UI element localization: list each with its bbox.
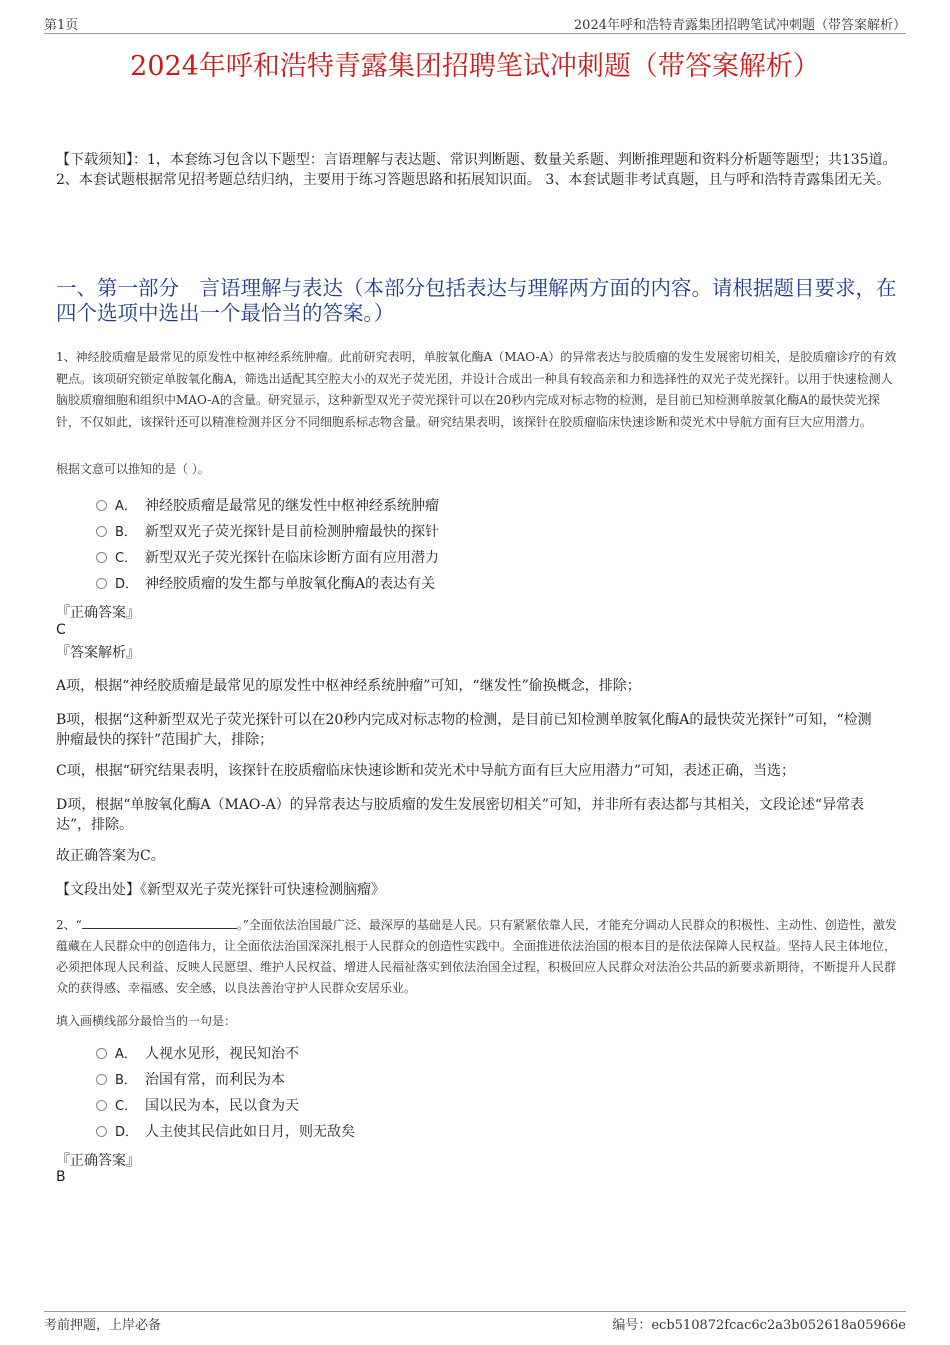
- question-2-option-b[interactable]: B． 治国有常，而利民为本: [96, 1069, 285, 1091]
- question-1-source: 【文段出处】《新型双光子荧光探针可快速检测脑瘤》: [56, 882, 385, 898]
- question-1-option-b[interactable]: B． 新型双光子荧光探针是目前检测肿瘤最快的探针: [96, 521, 439, 543]
- question-2-answer-label: 『正确答案』: [56, 1153, 140, 1169]
- page-title: 2024年呼和浩特青露集团招聘笔试冲刺题（带答案解析）: [130, 51, 820, 82]
- section-title: 一、第一部分 言语理解与表达（本部分包括表达与理解两方面的内容。请根据题目要求，在四个选项中选出一个最恰当的答案。）: [56, 276, 897, 325]
- question-2-option-c[interactable]: C． 国以民为本，民以食为天: [96, 1095, 299, 1117]
- footer-serial: 编号：ecb510872fcac6c2a3b052618a05966e: [612, 1318, 906, 1333]
- question-1-option-a[interactable]: A． 神经胶质瘤是最常见的继发性中枢神经系统肿瘤: [96, 495, 439, 517]
- question-1-analysis-c: C项，根据“研究结果表明，该探针在胶质瘤临床快速诊断和荧光术中导航方面有巨大应用潜力”可知，表述正确，当选；: [56, 763, 796, 779]
- radio-icon[interactable]: [96, 1074, 107, 1085]
- question-1-analysis-d: D项，根据“单胺氧化酶A（MAO-A）的异常表达与胶质瘤的发生发展密切相关”可知，并非所有表达都与其相关，文段论述“异常表达”，排除。: [56, 797, 865, 833]
- radio-icon[interactable]: [96, 578, 107, 589]
- question-2-answer: B: [56, 1169, 66, 1185]
- radio-icon[interactable]: [96, 526, 107, 537]
- question-1-prompt: 根据文意可以推知的是（ ）。: [56, 462, 210, 476]
- question-1-analysis-label: 『答案解析』: [56, 645, 140, 661]
- download-notice: 【下载须知】：1，本套练习包含以下题型：言语理解与表达题、常识判断题、数量关系题、判断推理题和资料分析题等题型；共135道。 2、本套试题根据常见招考题总结归纳，主要用于练习答题思路和拓展知识面。 3、本套试题非考试真题，且与呼和浩特青露集团无关。: [56, 152, 897, 188]
- question-2-text: 2、“ 。”全面依法治国最广泛、最深厚的基础是人民。只有紧紧依靠人民，才能充分调动人民群众的积极性、主动性、创造性，激发蕴藏在人民群众中的创造伟力，让全面依法治国深深扎根于人民群众的创造性实践中。全面推进依法治国的根本目的是依法保障人民权益。坚持人民主体地位，必须把体现人民利益、反映人民愿望、维护人民权益、增进人民福祉落实到依法治国全过程，积极回应人民群众对法治公共品的新要求新期待，不断提升人民群众的获得感、幸福感、安全感，以良法善治守护人民群众安居乐业。: [56, 918, 897, 995]
- page-footer: [44, 1314, 906, 1332]
- footer-divider: [44, 1311, 906, 1312]
- radio-icon[interactable]: [96, 1100, 107, 1111]
- question-2-prompt: 填入画横线部分最恰当的一句是：: [56, 1014, 237, 1028]
- question-1-conclusion: 故正确答案为C。: [56, 848, 165, 864]
- page-number: 第1页: [44, 18, 79, 33]
- question-1-option-d[interactable]: D． 神经胶质瘤的发生都与单胺氧化酶A的表达有关: [96, 573, 435, 595]
- question-2-option-a[interactable]: A． 人视水见形，视民知治不: [96, 1043, 299, 1065]
- question-1-text: 1、神经胶质瘤是最常见的原发性中枢神经系统肿瘤。此前研究表明，单胺氧化酶A（MAO-A）的异常表达与胶质瘤的发生发展密切相关，是胶质瘤诊疗的有效靶点。该项研究锁定单胺氧化酶A，筛选出适配其空腔大小的双光子荧光团，并设计合成出一种具有较高亲和力和选择性的双光子荧光探针。以用于快速检测人脑胶质瘤细胞和组织中MAO-A的含量。研究显示，这种新型双光子荧光探针可以在20秒内完成对标志物的检测，是目前已知检测单胺氧化酶A的最快荧光探针，不仅如此，该探针还可以精准检测并区分不同细胞系标志物含量。研究结果表明，该探针在胶质瘤临床快速诊断和荧光术中导航方面有巨大应用潜力。: [56, 350, 897, 429]
- question-1-analysis-b: B项，根据“这种新型双光子荧光探针可以在20秒内完成对标志物的检测，是目前已知检测单胺氧化酶A的最快荧光探针”可知，“检测肿瘤最快的探针”范围扩大，排除；: [56, 712, 872, 748]
- radio-icon[interactable]: [96, 552, 107, 563]
- question-1-answer: C: [56, 622, 66, 638]
- header-divider: [44, 33, 906, 34]
- question-1-analysis-a: A项，根据“神经胶质瘤是最常见的原发性中枢神经系统肿瘤”可知，“继发性”偷换概念，排除；: [56, 678, 641, 694]
- fill-in-blank: [82, 916, 237, 929]
- footer-slogan: 考前押题，上岸必备: [44, 1318, 162, 1333]
- question-1-answer-label: 『正确答案』: [56, 605, 140, 621]
- radio-icon[interactable]: [96, 1048, 107, 1059]
- question-1-option-c[interactable]: C． 新型双光子荧光探针在临床诊断方面有应用潜力: [96, 547, 439, 569]
- page-header: [44, 14, 906, 34]
- radio-icon[interactable]: [96, 1126, 107, 1137]
- radio-icon[interactable]: [96, 500, 107, 511]
- header-doc-title: 2024年呼和浩特青露集团招聘笔试冲刺题（带答案解析）: [573, 18, 906, 33]
- question-2-option-d[interactable]: D． 人主使其民信此如日月，则无敌矣: [96, 1121, 355, 1143]
